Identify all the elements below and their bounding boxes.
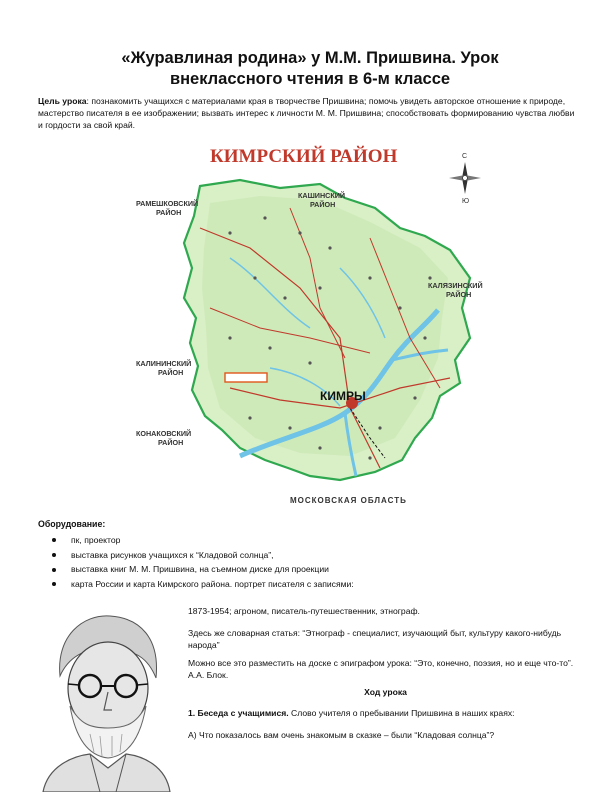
prishvin-portrait xyxy=(38,606,173,792)
compass-north: С xyxy=(462,153,468,160)
map-title: КИМРСКИЙ РАЙОН xyxy=(210,146,398,167)
label-ramesh-2: РАЙОН xyxy=(156,208,182,217)
conversation-text: Слово учителя о пребывании Пришвина в наших краях: xyxy=(288,708,515,718)
writer-bio: 1873-1954; агроном, писатель-путешественник, этнограф. xyxy=(188,606,420,616)
dictionary-entry: Здесь же словарная статья: “Этнограф - специалист, изучающий быт, культуру какого-нибудь народа” xyxy=(188,628,562,651)
equipment-item: карта России и карта Кимрского района. портрет писателя с записями: xyxy=(52,577,354,592)
compass-south: Ю xyxy=(462,198,470,205)
goal-text: : познакомить учащихся с материалами края в творчестве Пришвина; помочь увидеть авторское отношение к природе, мастерство писателя в ее изображении; вызвать интерес к личности М. М. Пришвина; способствовать формированию чувства любви и гордости за свой край. xyxy=(38,96,575,131)
equipment-list xyxy=(52,533,354,591)
kimry-district-map xyxy=(136,138,490,513)
map-city: КИМРЫ xyxy=(320,389,366,403)
label-kalinin: КАЛИНИНСКИЙ РАЙОН xyxy=(136,359,192,377)
label-moscow: МОСКОВСКАЯ ОБЛАСТЬ xyxy=(290,496,407,505)
lesson-heading: Ход урока xyxy=(364,687,407,697)
label-kalyazin: КАЛЯЗИНСКИЙ РАЙОН xyxy=(428,281,483,299)
page-title xyxy=(60,48,560,90)
equipment-item: выставка рисунков учащихся к “Кладовой солнца”, xyxy=(52,548,354,563)
label-ramesh-1: РАМЕШКОВСКИЙ xyxy=(136,199,199,208)
label-kashin: КАШИНСКИЙ РАЙОН xyxy=(298,191,346,209)
question-a: А) Что показалось вам очень знакомым в сказке – были “Кладовая солнца”? xyxy=(188,730,495,740)
title-line-1: «Журавлиная родина» у М.М. Пришвина. Урок xyxy=(121,49,499,67)
equipment-heading: Оборудование: xyxy=(38,519,106,529)
lesson-goal xyxy=(38,95,578,132)
label-konakovo: КОНАКОВСКИЙ РАЙОН xyxy=(136,429,192,447)
conversation xyxy=(188,707,583,719)
equipment-item: выставка книг М. М. Пришвина, на съемном диске для проекции xyxy=(52,562,354,577)
epigraph: Можно все это разместить на доске с эпиграфом урока: “Это, конечно, поэзия, но и еще что-то”. А.А. Блок. xyxy=(188,658,574,681)
conversation-label: 1. Беседа с учащимися. xyxy=(188,708,289,718)
equipment-item: пк, проектор xyxy=(52,533,354,548)
title-line-2: внеклассного чтения в 6-м классе xyxy=(169,70,451,88)
goal-label: Цель урока xyxy=(38,96,87,106)
